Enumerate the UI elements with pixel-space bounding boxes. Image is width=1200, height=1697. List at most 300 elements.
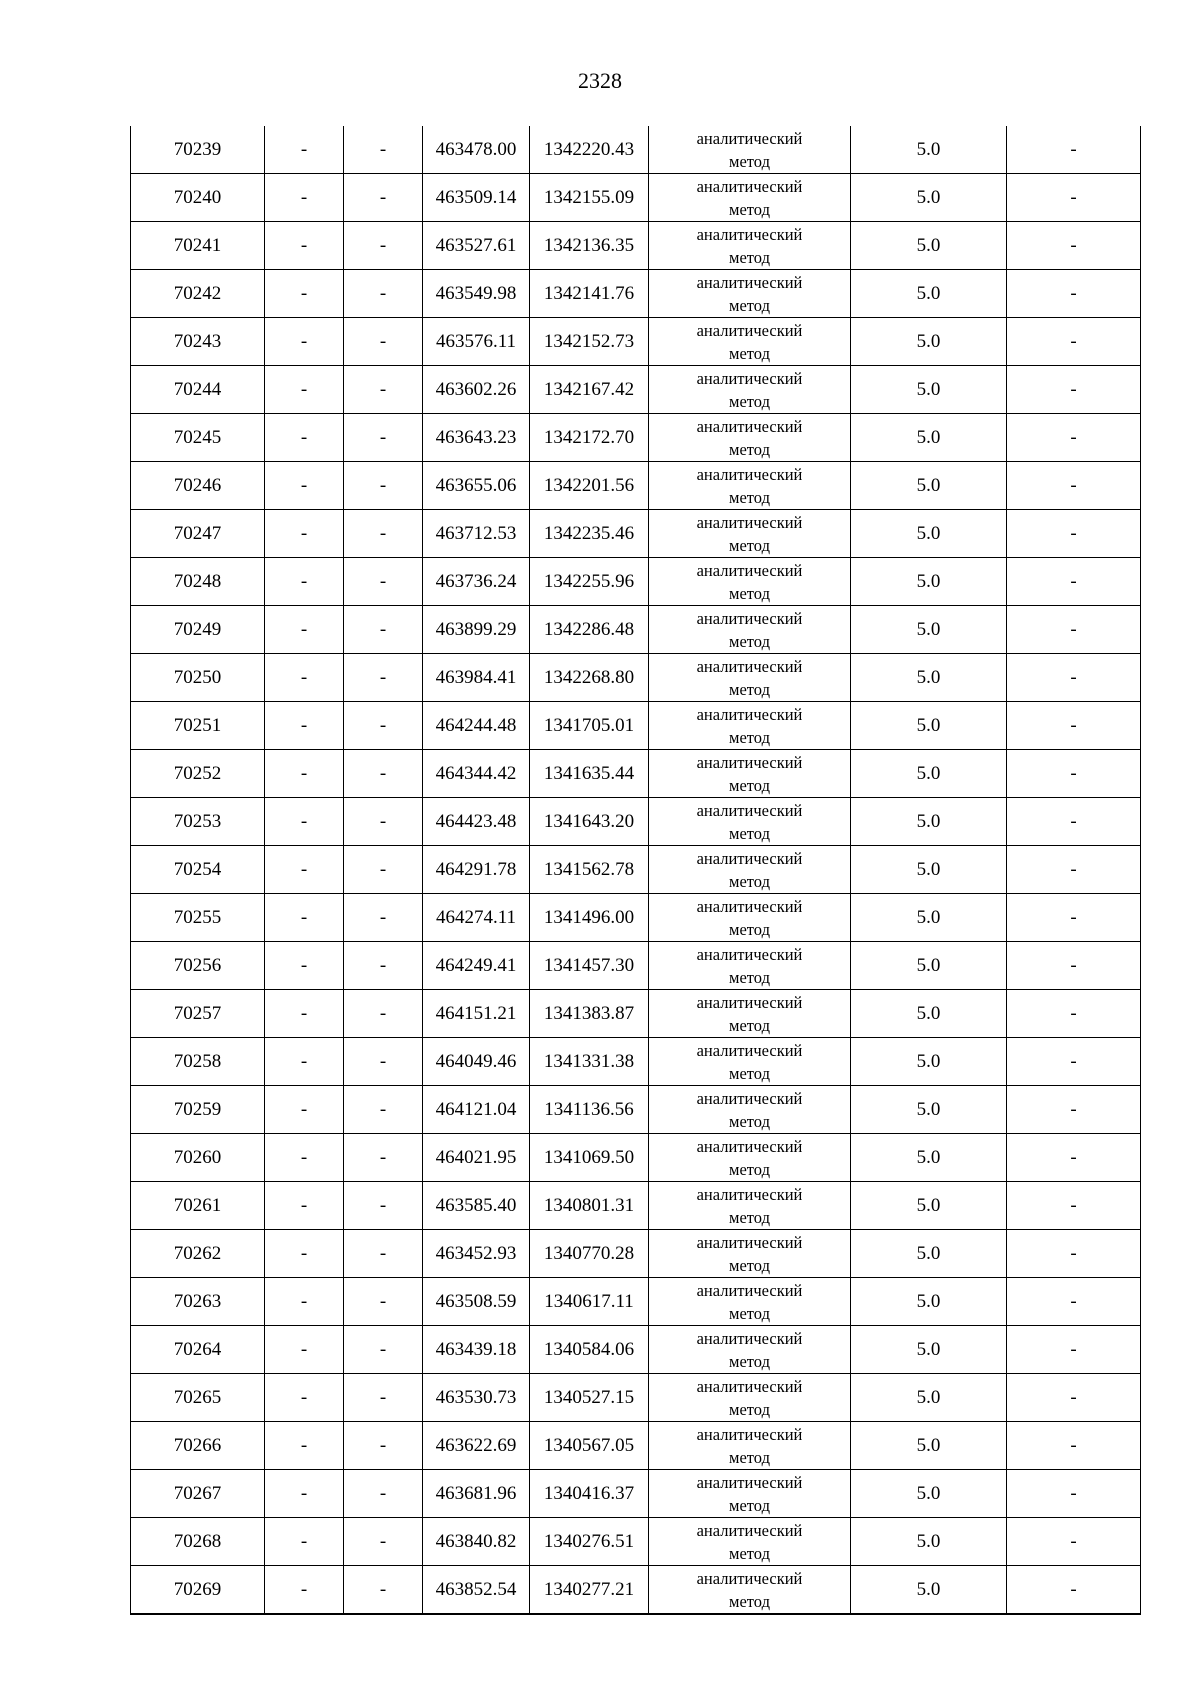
x-coordinate-cell: 463643.23	[423, 414, 530, 462]
x-coordinate-cell: 463602.26	[423, 366, 530, 414]
empty-value-cell: -	[1007, 1038, 1141, 1086]
x-coordinate-cell: 463576.11	[423, 318, 530, 366]
empty-value-cell: -	[344, 942, 423, 990]
table-row	[131, 990, 1141, 1038]
page-number: 2328	[578, 68, 622, 93]
method-cell	[649, 510, 851, 558]
empty-value-cell: -	[344, 1518, 423, 1566]
method-cell	[649, 1518, 851, 1566]
empty-value-cell: -	[265, 1326, 344, 1374]
method-cell	[649, 1086, 851, 1134]
coordinates-table	[130, 126, 1141, 1615]
point-id-cell: 70239	[131, 126, 265, 174]
y-coordinate-cell: 1340527.15	[530, 1374, 649, 1422]
empty-value-cell: -	[1007, 510, 1141, 558]
y-coordinate-cell: 1341457.30	[530, 942, 649, 990]
x-coordinate-cell: 464151.21	[423, 990, 530, 1038]
method-cell	[649, 222, 851, 270]
method-line-1: аналитический	[696, 704, 803, 724]
empty-value-cell: -	[265, 894, 344, 942]
empty-value-cell: -	[344, 318, 423, 366]
empty-value-cell: -	[265, 1230, 344, 1278]
empty-value-cell: -	[265, 414, 344, 462]
empty-value-cell: -	[265, 990, 344, 1038]
empty-value-cell: -	[344, 654, 423, 702]
y-coordinate-cell: 1342167.42	[530, 366, 649, 414]
x-coordinate-cell: 463439.18	[423, 1326, 530, 1374]
empty-value-cell: -	[265, 1086, 344, 1134]
empty-value-cell: -	[265, 270, 344, 318]
table-row	[131, 1086, 1141, 1134]
empty-value-cell: -	[344, 174, 423, 222]
method-line-1: аналитический	[696, 1424, 803, 1444]
accuracy-cell: 5.0	[851, 798, 1007, 846]
method-cell	[649, 1374, 851, 1422]
empty-value-cell: -	[344, 702, 423, 750]
method-line-1: аналитический	[696, 176, 803, 196]
x-coordinate-cell: 463530.73	[423, 1374, 530, 1422]
accuracy-cell: 5.0	[851, 174, 1007, 222]
empty-value-cell: -	[344, 1326, 423, 1374]
method-line-1: аналитический	[696, 752, 803, 772]
method-cell	[649, 750, 851, 798]
table-row	[131, 846, 1141, 894]
method-line-2: метод	[729, 343, 770, 363]
y-coordinate-cell: 1340801.31	[530, 1182, 649, 1230]
empty-value-cell: -	[1007, 894, 1141, 942]
x-coordinate-cell: 463585.40	[423, 1182, 530, 1230]
empty-value-cell: -	[1007, 174, 1141, 222]
method-line-1: аналитический	[696, 1376, 803, 1396]
y-coordinate-cell: 1341331.38	[530, 1038, 649, 1086]
point-id-cell: 70252	[131, 750, 265, 798]
y-coordinate-cell: 1342201.56	[530, 462, 649, 510]
method-line-2: метод	[729, 1303, 770, 1323]
accuracy-cell: 5.0	[851, 894, 1007, 942]
x-coordinate-cell: 463452.93	[423, 1230, 530, 1278]
method-line-1: аналитический	[696, 128, 803, 148]
method-cell	[649, 414, 851, 462]
accuracy-cell: 5.0	[851, 1278, 1007, 1326]
table-row	[131, 1518, 1141, 1566]
empty-value-cell: -	[1007, 1134, 1141, 1182]
y-coordinate-cell: 1340416.37	[530, 1470, 649, 1518]
empty-value-cell: -	[1007, 990, 1141, 1038]
empty-value-cell: -	[265, 1374, 344, 1422]
empty-value-cell: -	[265, 462, 344, 510]
method-line-1: аналитический	[696, 1136, 803, 1156]
point-id-cell: 70264	[131, 1326, 265, 1374]
point-id-cell: 70257	[131, 990, 265, 1038]
empty-value-cell: -	[344, 1086, 423, 1134]
table-row	[131, 366, 1141, 414]
y-coordinate-cell: 1341136.56	[530, 1086, 649, 1134]
method-line-2: метод	[729, 1591, 770, 1611]
method-cell	[649, 942, 851, 990]
y-coordinate-cell: 1341496.00	[530, 894, 649, 942]
method-line-1: аналитический	[696, 464, 803, 484]
accuracy-cell: 5.0	[851, 510, 1007, 558]
table-row	[131, 1134, 1141, 1182]
accuracy-cell: 5.0	[851, 558, 1007, 606]
x-coordinate-cell: 463899.29	[423, 606, 530, 654]
point-id-cell: 70262	[131, 1230, 265, 1278]
empty-value-cell: -	[1007, 270, 1141, 318]
point-id-cell: 70263	[131, 1278, 265, 1326]
empty-value-cell: -	[265, 1038, 344, 1086]
accuracy-cell: 5.0	[851, 462, 1007, 510]
point-id-cell: 70259	[131, 1086, 265, 1134]
empty-value-cell: -	[265, 318, 344, 366]
method-line-2: метод	[729, 871, 770, 891]
point-id-cell: 70265	[131, 1374, 265, 1422]
accuracy-cell: 5.0	[851, 606, 1007, 654]
empty-value-cell: -	[344, 1182, 423, 1230]
table-row	[131, 222, 1141, 270]
method-cell	[649, 798, 851, 846]
empty-value-cell: -	[344, 270, 423, 318]
empty-value-cell: -	[1007, 1422, 1141, 1470]
empty-value-cell: -	[265, 126, 344, 174]
point-id-cell: 70244	[131, 366, 265, 414]
point-id-cell: 70246	[131, 462, 265, 510]
method-cell	[649, 1422, 851, 1470]
empty-value-cell: -	[1007, 366, 1141, 414]
point-id-cell: 70266	[131, 1422, 265, 1470]
y-coordinate-cell: 1342268.80	[530, 654, 649, 702]
empty-value-cell: -	[1007, 222, 1141, 270]
accuracy-cell: 5.0	[851, 1038, 1007, 1086]
table-row	[131, 510, 1141, 558]
method-line-1: аналитический	[696, 1184, 803, 1204]
empty-value-cell: -	[265, 174, 344, 222]
empty-value-cell: -	[1007, 1374, 1141, 1422]
method-line-2: метод	[729, 919, 770, 939]
method-line-2: метод	[729, 1159, 770, 1179]
method-line-1: аналитический	[696, 656, 803, 676]
method-line-2: метод	[729, 295, 770, 315]
empty-value-cell: -	[265, 510, 344, 558]
accuracy-cell: 5.0	[851, 1134, 1007, 1182]
method-cell	[649, 702, 851, 750]
y-coordinate-cell: 1341562.78	[530, 846, 649, 894]
accuracy-cell: 5.0	[851, 1374, 1007, 1422]
accuracy-cell: 5.0	[851, 126, 1007, 174]
method-cell	[649, 270, 851, 318]
point-id-cell: 70243	[131, 318, 265, 366]
method-line-2: метод	[729, 1351, 770, 1371]
table-row	[131, 942, 1141, 990]
method-line-2: метод	[729, 1495, 770, 1515]
method-line-1: аналитический	[696, 1520, 803, 1540]
method-line-2: метод	[729, 631, 770, 651]
empty-value-cell: -	[344, 1422, 423, 1470]
empty-value-cell: -	[344, 1374, 423, 1422]
empty-value-cell: -	[344, 222, 423, 270]
x-coordinate-cell: 464121.04	[423, 1086, 530, 1134]
empty-value-cell: -	[344, 846, 423, 894]
point-id-cell: 70260	[131, 1134, 265, 1182]
method-line-1: аналитический	[696, 1472, 803, 1492]
empty-value-cell: -	[265, 606, 344, 654]
table-row	[131, 606, 1141, 654]
y-coordinate-cell: 1342220.43	[530, 126, 649, 174]
y-coordinate-cell: 1340567.05	[530, 1422, 649, 1470]
method-cell	[649, 1230, 851, 1278]
x-coordinate-cell: 463681.96	[423, 1470, 530, 1518]
method-cell	[649, 1470, 851, 1518]
y-coordinate-cell: 1341069.50	[530, 1134, 649, 1182]
accuracy-cell: 5.0	[851, 990, 1007, 1038]
method-line-2: метод	[729, 1447, 770, 1467]
method-line-1: аналитический	[696, 800, 803, 820]
method-cell	[649, 1182, 851, 1230]
method-line-1: аналитический	[696, 416, 803, 436]
method-line-1: аналитический	[696, 272, 803, 292]
method-cell	[649, 894, 851, 942]
empty-value-cell: -	[344, 606, 423, 654]
empty-value-cell: -	[344, 750, 423, 798]
empty-value-cell: -	[265, 702, 344, 750]
table-row	[131, 894, 1141, 942]
empty-value-cell: -	[1007, 750, 1141, 798]
point-id-cell: 70268	[131, 1518, 265, 1566]
method-line-1: аналитический	[696, 1232, 803, 1252]
empty-value-cell: -	[344, 1038, 423, 1086]
empty-value-cell: -	[265, 1182, 344, 1230]
empty-value-cell: -	[265, 654, 344, 702]
empty-value-cell: -	[1007, 126, 1141, 174]
point-id-cell: 70251	[131, 702, 265, 750]
accuracy-cell: 5.0	[851, 846, 1007, 894]
empty-value-cell: -	[344, 414, 423, 462]
empty-value-cell: -	[265, 1134, 344, 1182]
point-id-cell: 70256	[131, 942, 265, 990]
x-coordinate-cell: 463527.61	[423, 222, 530, 270]
method-line-2: метод	[729, 583, 770, 603]
y-coordinate-cell: 1342152.73	[530, 318, 649, 366]
empty-value-cell: -	[265, 222, 344, 270]
y-coordinate-cell: 1341643.20	[530, 798, 649, 846]
method-line-1: аналитический	[696, 1568, 803, 1588]
accuracy-cell: 5.0	[851, 222, 1007, 270]
method-line-2: метод	[729, 775, 770, 795]
y-coordinate-cell: 1340276.51	[530, 1518, 649, 1566]
point-id-cell: 70254	[131, 846, 265, 894]
accuracy-cell: 5.0	[851, 1182, 1007, 1230]
method-line-1: аналитический	[696, 1328, 803, 1348]
empty-value-cell: -	[1007, 606, 1141, 654]
x-coordinate-cell: 463549.98	[423, 270, 530, 318]
accuracy-cell: 5.0	[851, 1230, 1007, 1278]
method-line-2: метод	[729, 199, 770, 219]
table-row	[131, 798, 1141, 846]
x-coordinate-cell: 464244.48	[423, 702, 530, 750]
y-coordinate-cell: 1341705.01	[530, 702, 649, 750]
table-body	[131, 126, 1141, 1614]
empty-value-cell: -	[344, 366, 423, 414]
point-id-cell: 70261	[131, 1182, 265, 1230]
method-cell	[649, 990, 851, 1038]
y-coordinate-cell: 1342235.46	[530, 510, 649, 558]
method-cell	[649, 846, 851, 894]
empty-value-cell: -	[265, 942, 344, 990]
method-cell	[649, 606, 851, 654]
method-cell	[649, 1326, 851, 1374]
method-line-1: аналитический	[696, 224, 803, 244]
method-line-2: метод	[729, 439, 770, 459]
method-line-1: аналитический	[696, 512, 803, 532]
x-coordinate-cell: 463984.41	[423, 654, 530, 702]
point-id-cell: 70242	[131, 270, 265, 318]
accuracy-cell: 5.0	[851, 318, 1007, 366]
x-coordinate-cell: 463655.06	[423, 462, 530, 510]
point-id-cell: 70249	[131, 606, 265, 654]
empty-value-cell: -	[1007, 462, 1141, 510]
empty-value-cell: -	[265, 750, 344, 798]
table-row	[131, 1470, 1141, 1518]
empty-value-cell: -	[1007, 1278, 1141, 1326]
method-line-2: метод	[729, 679, 770, 699]
method-cell	[649, 1566, 851, 1615]
method-line-1: аналитический	[696, 320, 803, 340]
point-id-cell: 70245	[131, 414, 265, 462]
empty-value-cell: -	[344, 990, 423, 1038]
method-line-2: метод	[729, 727, 770, 747]
accuracy-cell: 5.0	[851, 702, 1007, 750]
table-row	[131, 414, 1141, 462]
empty-value-cell: -	[344, 126, 423, 174]
y-coordinate-cell: 1342255.96	[530, 558, 649, 606]
accuracy-cell: 5.0	[851, 942, 1007, 990]
table-row	[131, 462, 1141, 510]
method-cell	[649, 1038, 851, 1086]
x-coordinate-cell: 463736.24	[423, 558, 530, 606]
empty-value-cell: -	[344, 462, 423, 510]
empty-value-cell: -	[265, 1470, 344, 1518]
point-id-cell: 70248	[131, 558, 265, 606]
method-line-2: метод	[729, 487, 770, 507]
table-row	[131, 750, 1141, 798]
method-line-2: метод	[729, 535, 770, 555]
empty-value-cell: -	[1007, 318, 1141, 366]
point-id-cell: 70241	[131, 222, 265, 270]
empty-value-cell: -	[1007, 1470, 1141, 1518]
x-coordinate-cell: 464021.95	[423, 1134, 530, 1182]
empty-value-cell: -	[1007, 1518, 1141, 1566]
y-coordinate-cell: 1342136.35	[530, 222, 649, 270]
empty-value-cell: -	[1007, 414, 1141, 462]
y-coordinate-cell: 1340770.28	[530, 1230, 649, 1278]
method-cell	[649, 1134, 851, 1182]
method-cell	[649, 318, 851, 366]
method-line-2: метод	[729, 1543, 770, 1563]
accuracy-cell: 5.0	[851, 654, 1007, 702]
method-cell	[649, 558, 851, 606]
x-coordinate-cell: 463852.54	[423, 1566, 530, 1615]
empty-value-cell: -	[265, 1566, 344, 1615]
empty-value-cell: -	[1007, 558, 1141, 606]
table-row	[131, 1374, 1141, 1422]
empty-value-cell: -	[265, 846, 344, 894]
method-line-1: аналитический	[696, 896, 803, 916]
method-line-2: метод	[729, 151, 770, 171]
x-coordinate-cell: 464291.78	[423, 846, 530, 894]
x-coordinate-cell: 463840.82	[423, 1518, 530, 1566]
empty-value-cell: -	[1007, 702, 1141, 750]
accuracy-cell: 5.0	[851, 750, 1007, 798]
method-line-2: метод	[729, 967, 770, 987]
x-coordinate-cell: 464049.46	[423, 1038, 530, 1086]
method-line-1: аналитический	[696, 944, 803, 964]
method-cell	[649, 462, 851, 510]
method-line-2: метод	[729, 1063, 770, 1083]
x-coordinate-cell: 463712.53	[423, 510, 530, 558]
empty-value-cell: -	[265, 558, 344, 606]
table-row	[131, 654, 1141, 702]
x-coordinate-cell: 463509.14	[423, 174, 530, 222]
point-id-cell: 70240	[131, 174, 265, 222]
method-line-1: аналитический	[696, 560, 803, 580]
empty-value-cell: -	[1007, 1086, 1141, 1134]
x-coordinate-cell: 464249.41	[423, 942, 530, 990]
accuracy-cell: 5.0	[851, 366, 1007, 414]
method-line-2: метод	[729, 1207, 770, 1227]
x-coordinate-cell: 464423.48	[423, 798, 530, 846]
empty-value-cell: -	[344, 1566, 423, 1615]
accuracy-cell: 5.0	[851, 1422, 1007, 1470]
method-line-1: аналитический	[696, 1088, 803, 1108]
table-row	[131, 270, 1141, 318]
method-line-2: метод	[729, 1255, 770, 1275]
empty-value-cell: -	[265, 1278, 344, 1326]
accuracy-cell: 5.0	[851, 1566, 1007, 1615]
method-cell	[649, 174, 851, 222]
method-line-1: аналитический	[696, 848, 803, 868]
empty-value-cell: -	[344, 558, 423, 606]
method-line-2: метод	[729, 1399, 770, 1419]
table-row	[131, 318, 1141, 366]
method-line-1: аналитический	[696, 1040, 803, 1060]
empty-value-cell: -	[344, 798, 423, 846]
x-coordinate-cell: 464344.42	[423, 750, 530, 798]
table-row	[131, 558, 1141, 606]
y-coordinate-cell: 1340584.06	[530, 1326, 649, 1374]
table-row	[131, 1278, 1141, 1326]
empty-value-cell: -	[344, 894, 423, 942]
x-coordinate-cell: 463622.69	[423, 1422, 530, 1470]
empty-value-cell: -	[1007, 1182, 1141, 1230]
table-row	[131, 702, 1141, 750]
method-line-2: метод	[729, 391, 770, 411]
table-row	[131, 1566, 1141, 1615]
point-id-cell: 70253	[131, 798, 265, 846]
empty-value-cell: -	[1007, 1230, 1141, 1278]
accuracy-cell: 5.0	[851, 1518, 1007, 1566]
y-coordinate-cell: 1342286.48	[530, 606, 649, 654]
accuracy-cell: 5.0	[851, 1086, 1007, 1134]
empty-value-cell: -	[344, 1230, 423, 1278]
accuracy-cell: 5.0	[851, 1470, 1007, 1518]
method-line-2: метод	[729, 823, 770, 843]
empty-value-cell: -	[344, 1470, 423, 1518]
empty-value-cell: -	[1007, 942, 1141, 990]
point-id-cell: 70258	[131, 1038, 265, 1086]
y-coordinate-cell: 1341635.44	[530, 750, 649, 798]
table-row	[131, 126, 1141, 174]
method-line-2: метод	[729, 1111, 770, 1131]
method-line-2: метод	[729, 1015, 770, 1035]
